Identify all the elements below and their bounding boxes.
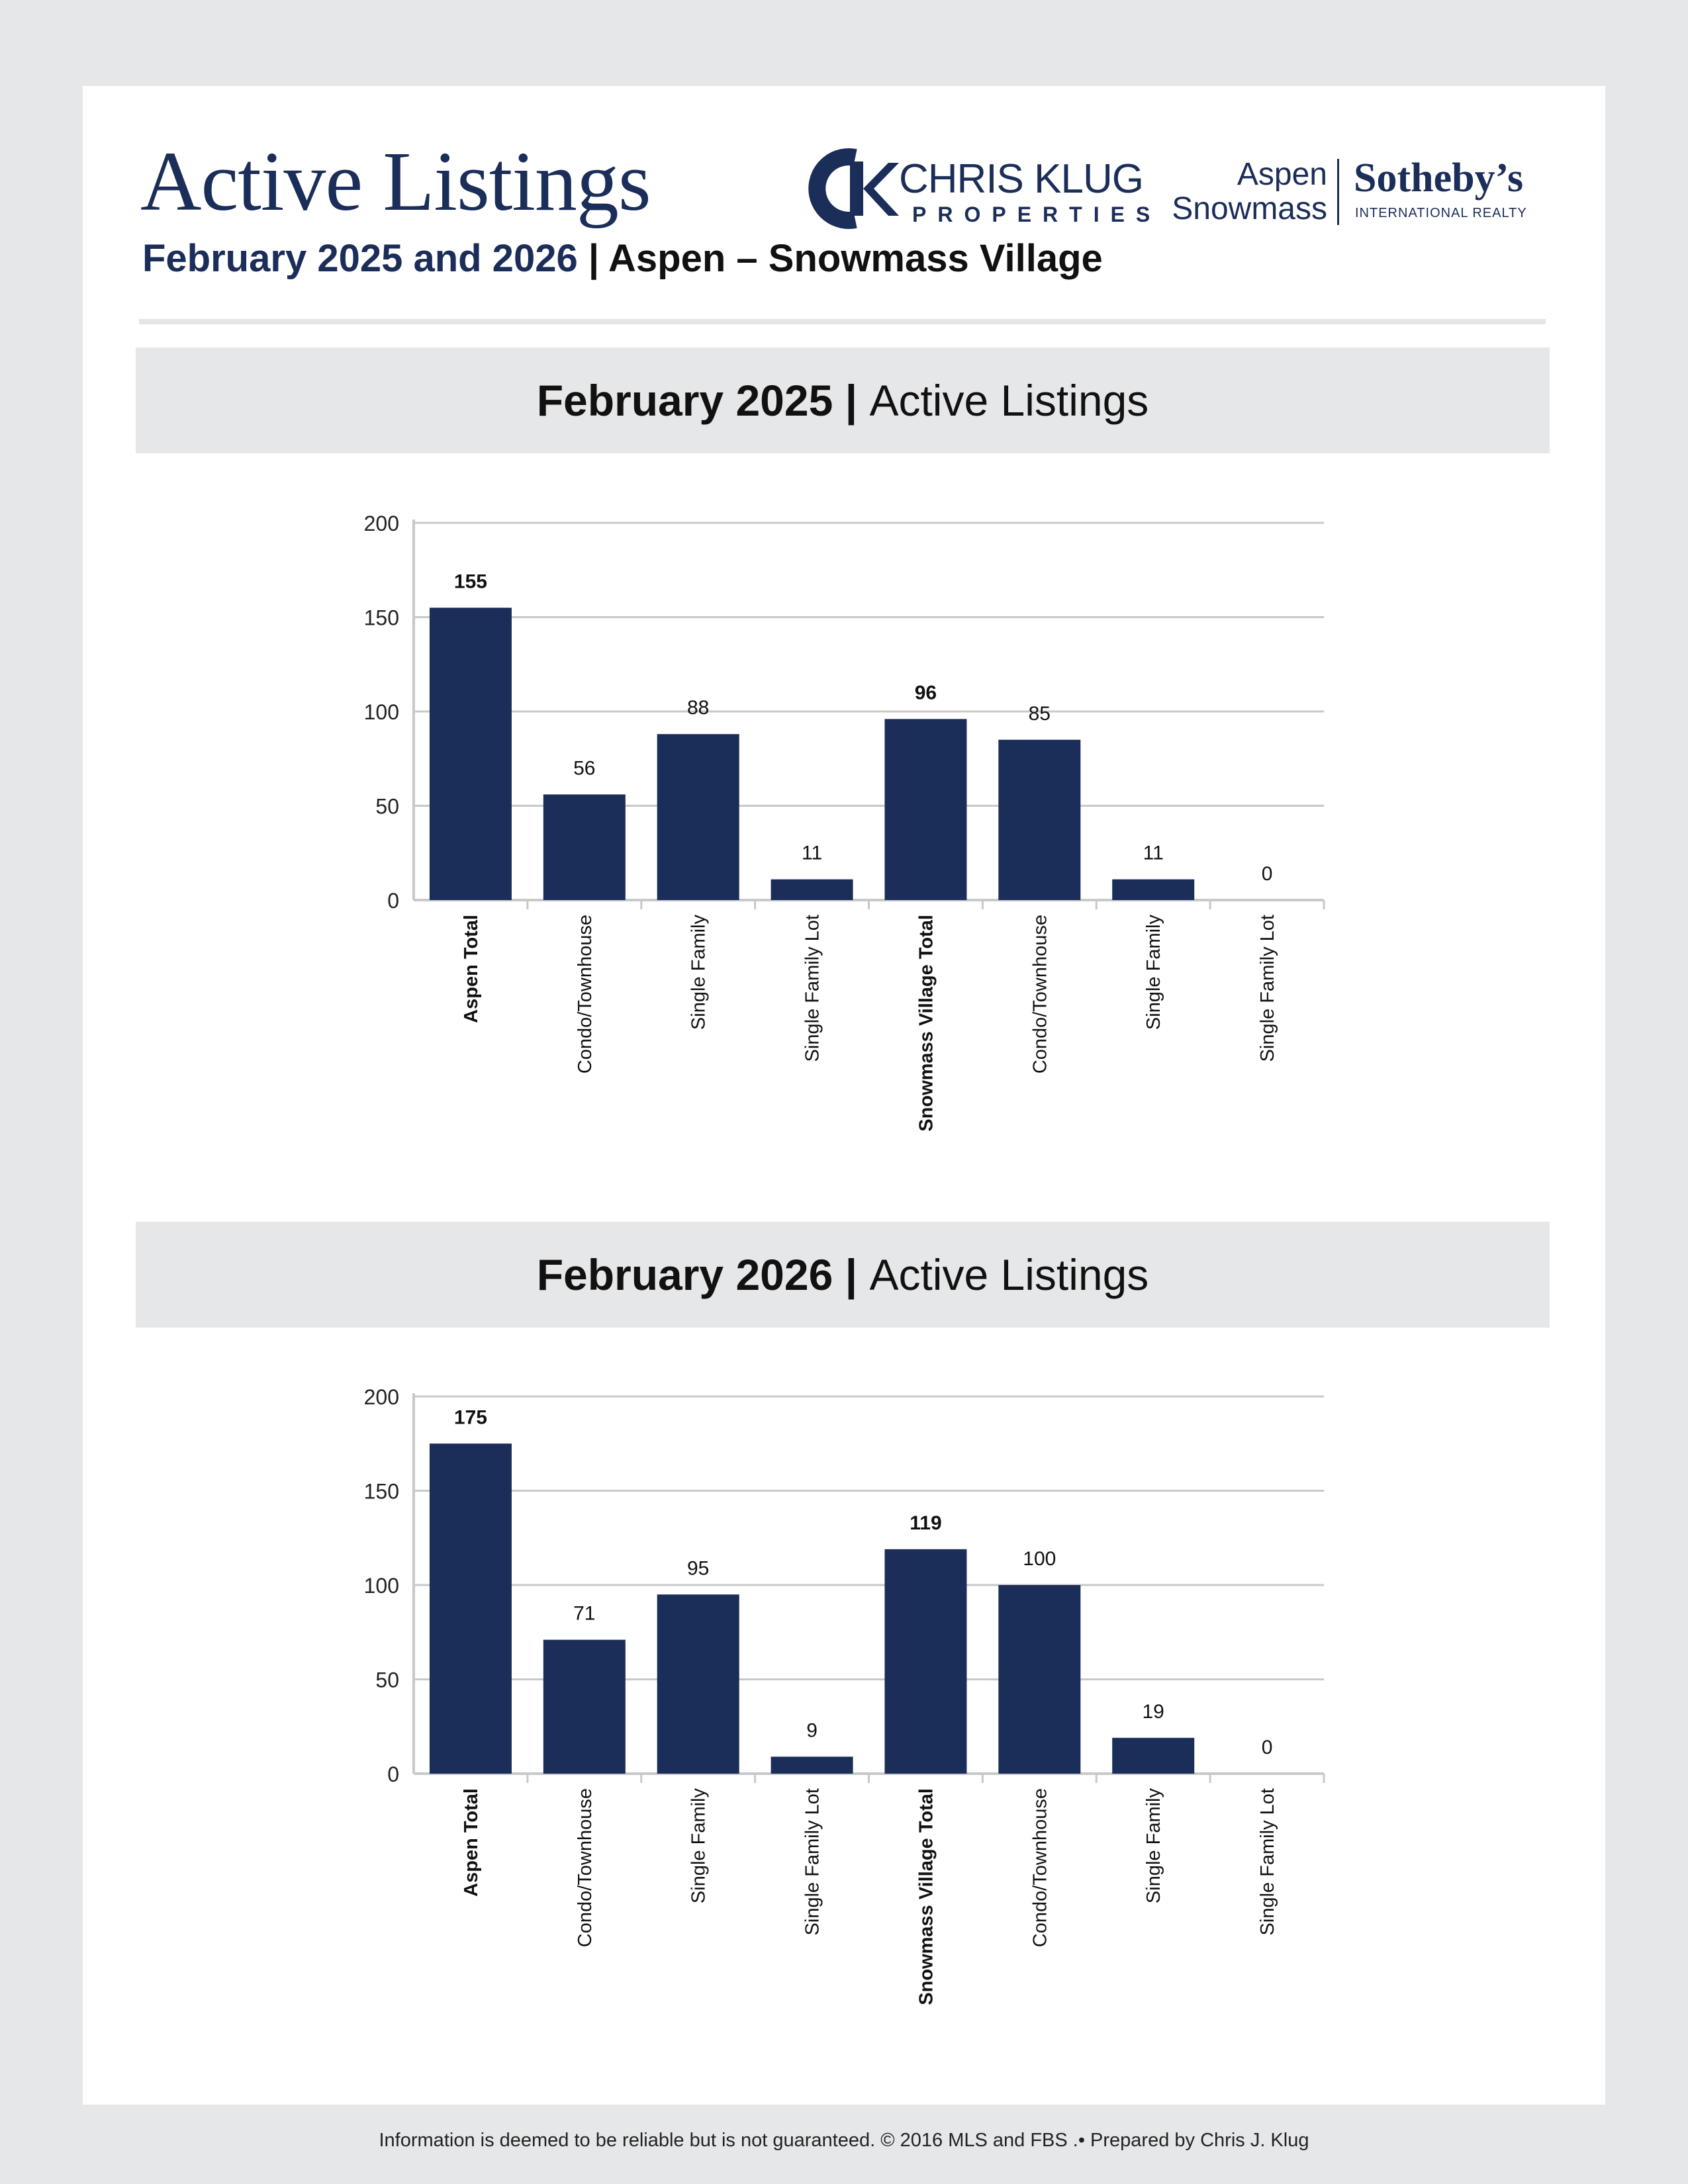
data-label: 175	[453, 1406, 487, 1429]
data-label: 11	[801, 842, 823, 864]
data-label: 71	[573, 1602, 596, 1625]
x-category-label: Single Family	[688, 1788, 710, 1904]
section-separator: |	[833, 1250, 870, 1299]
bar	[543, 1640, 626, 1774]
section-year: February 2025	[536, 376, 833, 425]
sir-place-snowmass: Snowmass	[1172, 191, 1327, 226]
x-category-label: Snowmass Village Total	[915, 915, 937, 1132]
subtitle-period: February 2025 and 2026	[142, 237, 578, 280]
bar	[884, 719, 966, 900]
data-label: 9	[806, 1719, 818, 1742]
data-label: 85	[1028, 702, 1051, 725]
x-category-label: Single Family	[688, 915, 710, 1030]
y-tick-label: 50	[375, 794, 399, 819]
x-category-label: Aspen Total	[460, 915, 482, 1023]
report-page	[83, 86, 1605, 2105]
sir-sub: INTERNATIONAL REALTY	[1355, 206, 1527, 220]
chart-2025	[83, 457, 1605, 1132]
bar	[771, 880, 853, 900]
x-category-label: Single Family Lot	[1257, 915, 1279, 1062]
y-tick-label: 0	[387, 889, 399, 913]
y-tick-label: 0	[387, 1762, 399, 1786]
x-category-label: Condo/Townhouse	[1029, 915, 1051, 1074]
chris-klug-logo	[814, 152, 1162, 245]
ck-logo-sub: PROPERTIES	[912, 203, 1162, 226]
x-category-label: Single Family Lot	[802, 1788, 823, 1936]
data-label: 96	[914, 682, 937, 704]
data-label: 56	[573, 757, 596, 780]
x-category-label: Condo/Townhouse	[1029, 1788, 1051, 1948]
section-label: Active Listings	[869, 1250, 1149, 1299]
bar	[430, 1443, 512, 1774]
bar-chart-2026	[83, 1330, 1605, 2005]
chart-2026	[83, 1330, 1605, 2005]
y-tick-label: 200	[363, 1385, 399, 1409]
y-tick-label: 150	[363, 1479, 399, 1504]
page-title: Active Listings	[140, 134, 651, 228]
section-separator: |	[833, 376, 870, 425]
x-category-label: Single Family	[1143, 915, 1165, 1030]
y-tick-label: 100	[363, 700, 399, 724]
data-label: 95	[687, 1557, 710, 1580]
subtitle-separator: |	[577, 237, 609, 280]
bar	[430, 608, 512, 900]
y-tick-label: 200	[363, 512, 399, 535]
data-label: 11	[1143, 842, 1164, 864]
x-category-label: Condo/Townhouse	[574, 915, 596, 1074]
sir-brand: Sotheby’s	[1354, 156, 1524, 201]
subtitle-area: Aspen – Snowmass Village	[608, 237, 1103, 280]
x-category-label: Single Family Lot	[1257, 1788, 1279, 1936]
data-label: 0	[1261, 1737, 1273, 1758]
sir-place	[1172, 158, 1327, 226]
page-subtitle	[142, 237, 1103, 280]
bar	[884, 1549, 966, 1774]
y-tick-label: 50	[375, 1668, 399, 1692]
sothebys-logo	[1168, 152, 1539, 245]
bar	[771, 1756, 853, 1774]
x-category-label: Aspen Total	[460, 1788, 482, 1897]
section-header-2026	[136, 1222, 1550, 1328]
data-label: 155	[453, 570, 487, 593]
ck-monogram-icon	[814, 152, 900, 225]
x-category-label: Single Family Lot	[802, 915, 823, 1062]
x-category-label: Condo/Townhouse	[574, 1788, 596, 1948]
bar	[1112, 880, 1194, 900]
header-divider	[139, 319, 1546, 324]
bar	[998, 1585, 1080, 1774]
logo-divider	[1337, 159, 1339, 225]
bar	[543, 794, 626, 900]
data-label: 19	[1142, 1700, 1164, 1723]
x-category-label: Snowmass Village Total	[915, 1788, 937, 2005]
section-year: February 2026	[536, 1250, 833, 1299]
bar-chart-2025	[83, 457, 1605, 1132]
footer-disclaimer: Information is deemed to be reliable but is not guaranteed. © 2016 MLS and FBS .• Prepared by Chris J. Klug	[379, 2130, 1309, 2151]
data-label: 100	[1023, 1548, 1056, 1570]
bar	[657, 734, 739, 900]
y-tick-label: 150	[363, 606, 399, 630]
x-category-label: Single Family	[1143, 1788, 1165, 1904]
bar	[1112, 1738, 1194, 1774]
y-tick-label: 100	[363, 1574, 399, 1598]
section-label: Active Listings	[869, 376, 1149, 425]
bar	[998, 740, 1080, 900]
data-label: 119	[910, 1512, 942, 1534]
data-label: 88	[687, 697, 710, 719]
sir-place-aspen: Aspen	[1237, 157, 1327, 192]
ck-logo-name: CHRIS KLUG	[899, 156, 1143, 202]
bar	[657, 1594, 739, 1774]
data-label: 0	[1261, 863, 1273, 885]
section-header-2025	[136, 347, 1550, 453]
